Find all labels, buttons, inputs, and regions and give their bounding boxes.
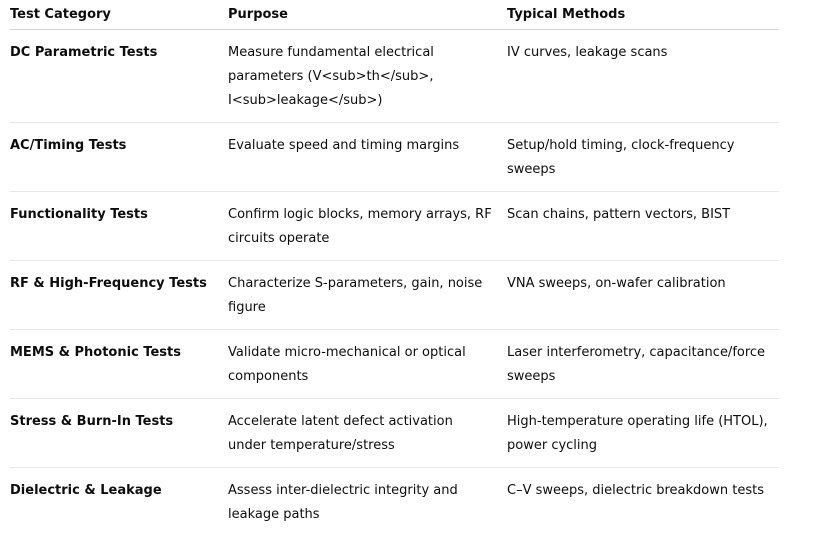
row-purpose: Confirm logic blocks, memory arrays, RF circuits operate — [228, 207, 492, 246]
row-category: DC Parametric Tests — [10, 45, 158, 60]
table-header-row — [10, 0, 779, 30]
row-category: MEMS & Photonic Tests — [10, 345, 181, 360]
table-row — [10, 330, 779, 399]
row-category: RF & High-Frequency Tests — [10, 276, 207, 291]
row-methods: Setup/hold timing, clock-frequency sweeps — [507, 138, 735, 177]
row-category: Dielectric & Leakage — [10, 483, 162, 498]
header-purpose: Purpose — [228, 7, 288, 22]
table-row — [10, 468, 779, 536]
row-purpose: Validate micro-mechanical or optical components — [228, 345, 466, 384]
row-purpose: Measure fundamental electrical parameters (V<sub>th</sub>, I<sub>leakage</sub>) — [228, 45, 434, 108]
header-test-category: Test Category — [10, 7, 111, 22]
row-methods: High-temperature operating life (HTOL), power cycling — [507, 414, 768, 453]
row-methods: C–V sweeps, dielectric breakdown tests — [507, 483, 764, 498]
row-methods: VNA sweeps, on-wafer calibration — [507, 276, 726, 291]
row-methods: Scan chains, pattern vectors, BIST — [507, 207, 731, 222]
table-row — [10, 192, 779, 261]
row-purpose: Accelerate latent defect activation under temperature/stress — [228, 414, 453, 453]
table-row — [10, 30, 779, 123]
test-categories-table — [10, 0, 779, 536]
row-category: Stress & Burn-In Tests — [10, 414, 174, 429]
row-category: Functionality Tests — [10, 207, 148, 222]
table-row — [10, 123, 779, 192]
row-category: AC/Timing Tests — [10, 138, 127, 153]
row-purpose: Characterize S-parameters, gain, noise figure — [228, 276, 483, 315]
row-purpose: Evaluate speed and timing margins — [228, 138, 460, 153]
table-row — [10, 399, 779, 468]
row-methods: IV curves, leakage scans — [507, 45, 668, 60]
header-typical-methods: Typical Methods — [507, 7, 626, 22]
row-methods: Laser interferometry, capacitance/force sweeps — [507, 345, 766, 384]
row-purpose: Assess inter-dielectric integrity and leakage paths — [228, 483, 458, 522]
table-row — [10, 261, 779, 330]
